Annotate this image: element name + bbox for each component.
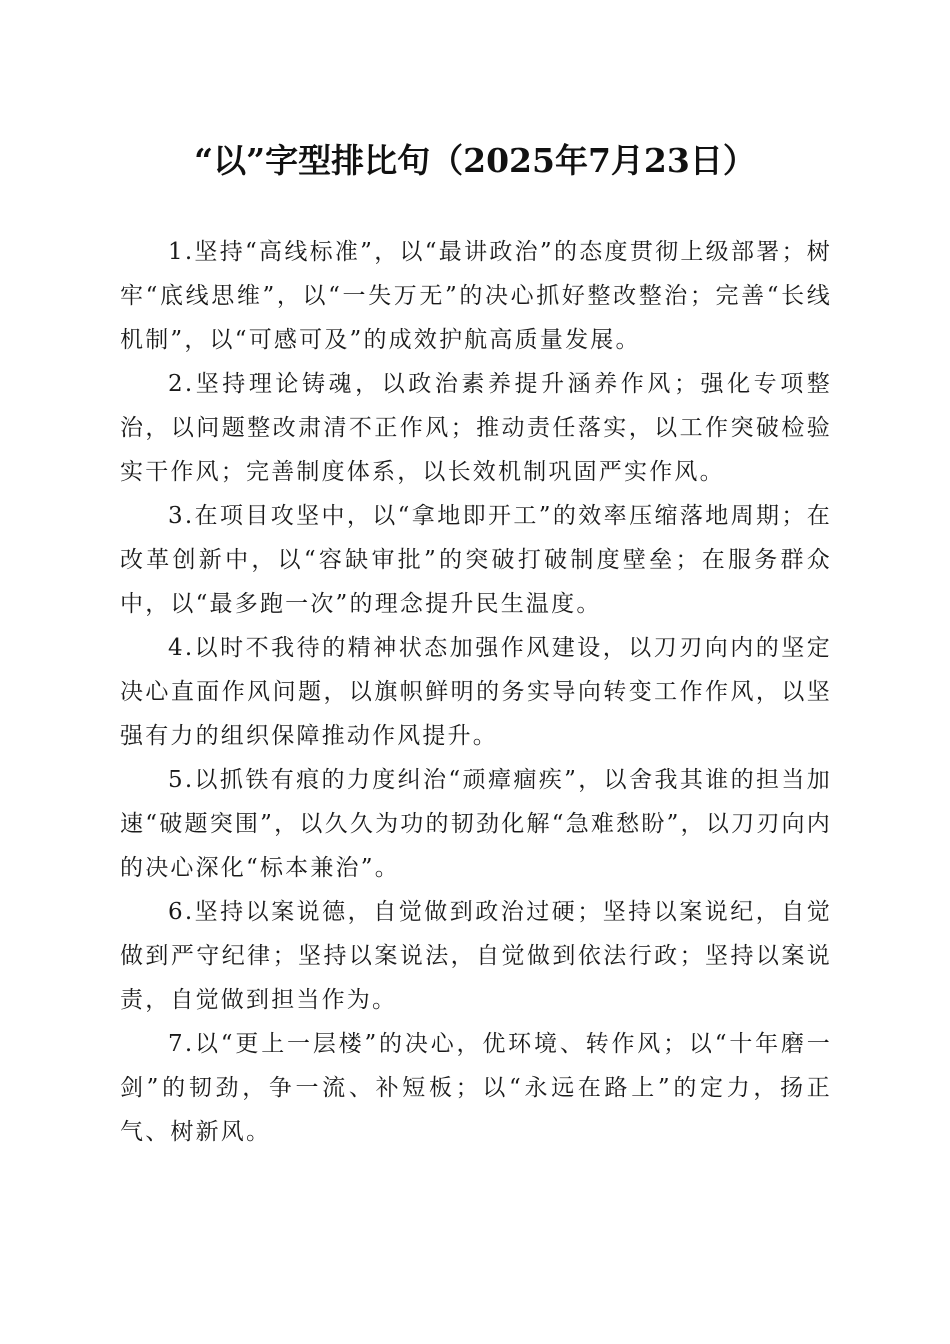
paragraph-3: 3.在项目攻坚中，以“拿地即开工”的效率压缩落地周期；在改革创新中，以“容缺审批”的突破打破制度壁垒；在服务群众中，以“最多跑一次”的理念提升民生温度。	[120, 503, 832, 617]
document-body	[120, 230, 832, 1154]
paragraph-4: 4.以时不我待的精神状态加强作风建设，以刀刃向内的坚定决心直面作风问题，以旗帜鲜明的务实导向转变工作作风，以坚强有力的组织保障推动作风提升。	[120, 635, 832, 749]
paragraph-6: 6.坚持以案说德，自觉做到政治过硬；坚持以案说纪，自觉做到严守纪律；坚持以案说法，自觉做到依法行政；坚持以案说责，自觉做到担当作为。	[120, 899, 832, 1013]
paragraph-5: 5.以抓铁有痕的力度纠治“顽瘴痼疾”，以舍我其谁的担当加速“破题突围”，以久久为功的韧劲化解“急难愁盼”，以刀刃向内的决心深化“标本兼治”。	[120, 767, 832, 881]
paragraph-2: 2.坚持理论铸魂，以政治素养提升涵养作风；强化专项整治，以问题整改肃清不正作风；推动责任落实，以工作突破检验实干作风；完善制度体系，以长效机制巩固严实作风。	[120, 371, 832, 485]
document-title: “以”字型排比句（2025年7月23日）	[194, 141, 756, 180]
paragraph-7: 7.以“更上一层楼”的决心，优环境、转作风；以“十年磨一剑”的韧劲，争一流、补短板；以“永远在路上”的定力，扬正气、树新风。	[120, 1031, 832, 1145]
paragraph-1: 1.坚持“高线标准”，以“最讲政治”的态度贯彻上级部署；树牢“底线思维”，以“一失万无”的决心抓好整改整治；完善“长线机制”，以“可感可及”的成效护航高质量发展。	[120, 239, 832, 353]
